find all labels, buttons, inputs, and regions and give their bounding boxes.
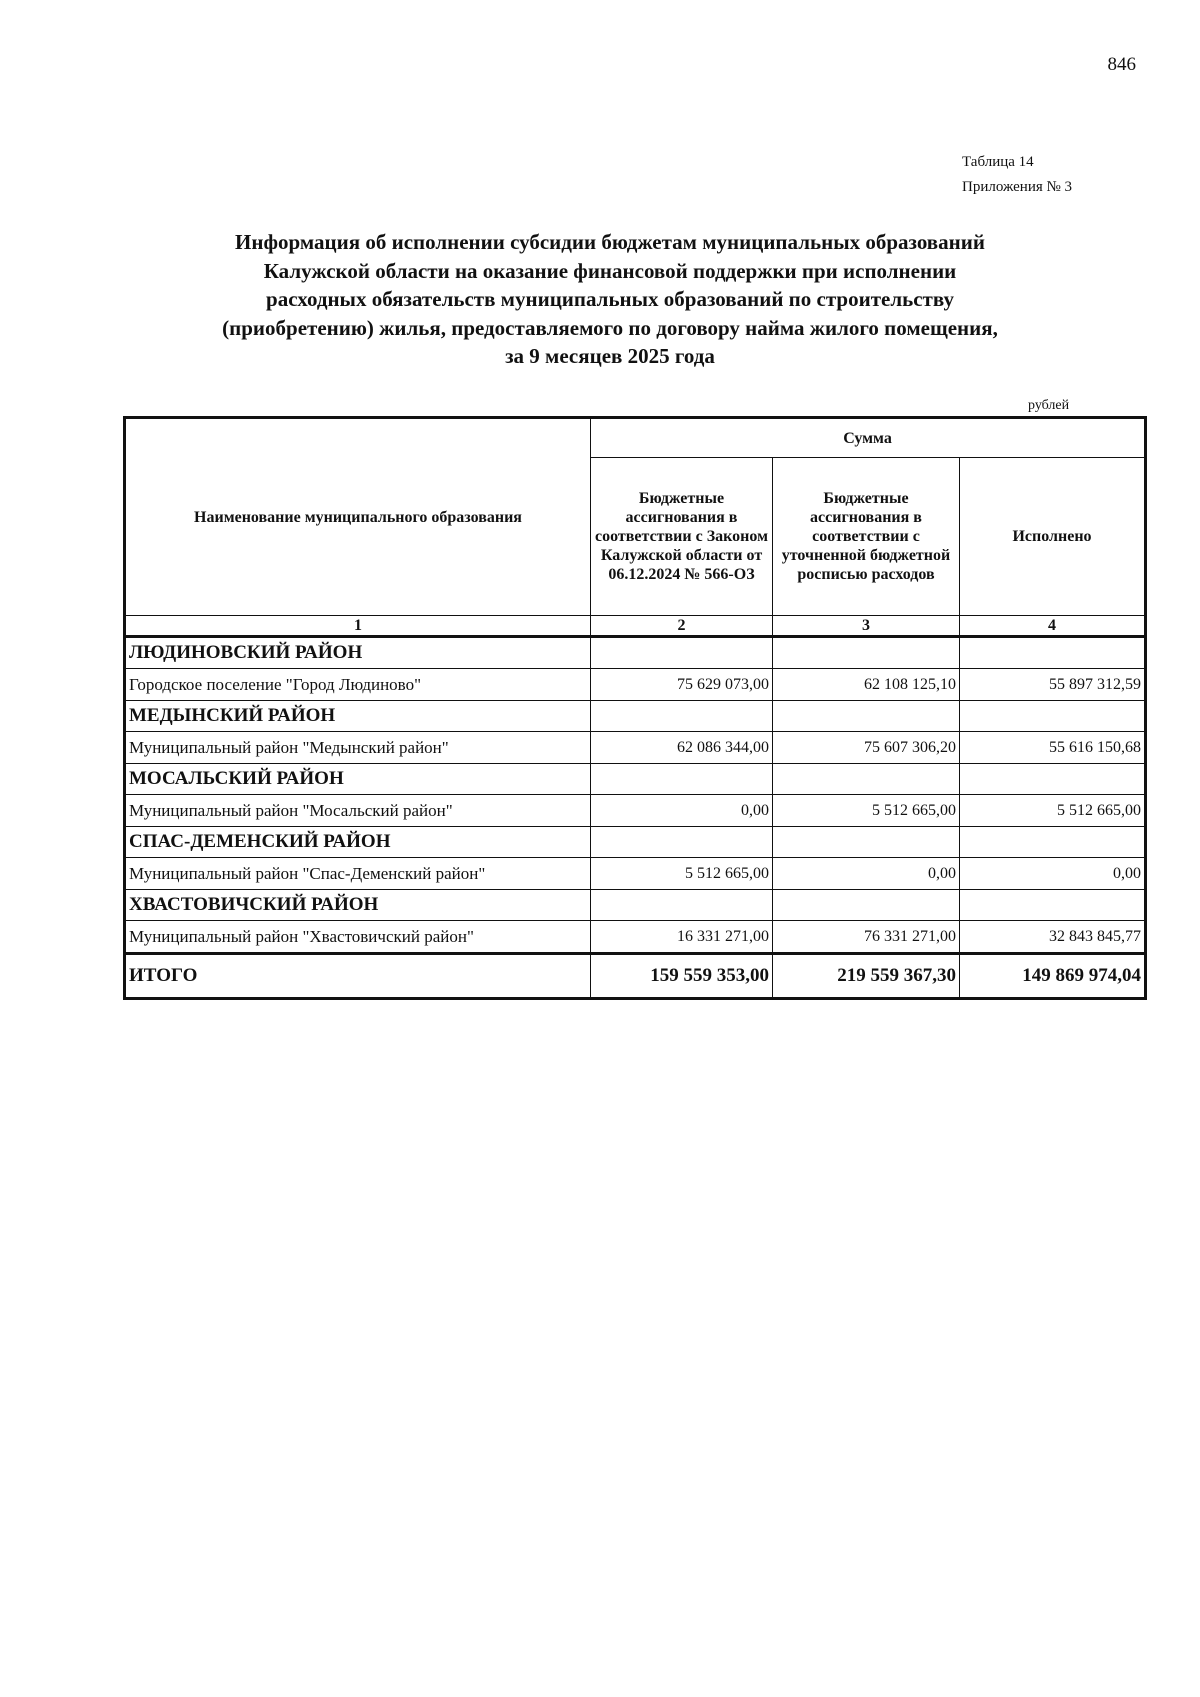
district-name: ХВАСТОВИЧСКИЙ РАЙОН: [125, 890, 591, 921]
currency-unit: рублей: [1028, 398, 1070, 413]
municipality-name: Муниципальный район "Спас-Деменский район": [125, 858, 591, 890]
attachment-label: Приложения № 3: [962, 179, 1073, 195]
title-line: Калужской области на оказание финансовой поддержки при исполнении: [263, 258, 957, 283]
municipality-name: Муниципальный район "Хвастовичский район": [125, 921, 591, 954]
document-title: [170, 228, 1050, 371]
executed-value: 32 843 845,77: [960, 921, 1146, 954]
district-name: СПАС-ДЕМЕНСКИЙ РАЙОН: [125, 827, 591, 858]
title-line: расходных обязательств муниципальных образований по строительству: [266, 287, 954, 311]
district-row: [125, 764, 1146, 795]
empty-cell: [591, 701, 773, 732]
empty-cell: [773, 637, 960, 669]
header-name-column: Наименование муниципального образования: [125, 418, 591, 616]
empty-cell: [591, 764, 773, 795]
revised-allocation-value: 5 512 665,00: [773, 795, 960, 827]
empty-cell: [773, 827, 960, 858]
executed-value: 5 512 665,00: [960, 795, 1146, 827]
law-allocation-value: 5 512 665,00: [591, 858, 773, 890]
total-executed: 149 869 974,04: [960, 954, 1146, 999]
district-row: [125, 890, 1146, 921]
empty-cell: [960, 890, 1146, 921]
subsidy-table: [123, 416, 1147, 1000]
empty-cell: [591, 890, 773, 921]
column-number: 1: [125, 616, 591, 637]
municipality-row: [125, 858, 1146, 890]
title-line: за 9 месяцев 2025 года: [505, 344, 715, 368]
district-row: [125, 827, 1146, 858]
title-line: Информация об исполнении субсидии бюджетам муниципальных образований: [235, 230, 985, 254]
header-revised-allocations: Бюджетные ассигнования в соответствии с уточненной бюджетной росписью расходов: [773, 458, 960, 616]
empty-cell: [960, 637, 1146, 669]
executed-value: 0,00: [960, 858, 1146, 890]
law-allocation-value: 62 086 344,00: [591, 732, 773, 764]
empty-cell: [591, 827, 773, 858]
page-number: 846: [1107, 54, 1136, 75]
district-name: МЕДЫНСКИЙ РАЙОН: [125, 701, 591, 732]
empty-cell: [591, 637, 773, 669]
total-row: [125, 954, 1146, 999]
municipality-name: Муниципальный район "Мосальский район": [125, 795, 591, 827]
district-row: [125, 637, 1146, 669]
title-line: (приобретению) жилья, предоставляемого по договору найма жилого помещения,: [222, 315, 998, 340]
law-allocation-value: 0,00: [591, 795, 773, 827]
header-law-allocations: Бюджетные ассигнования в соответствии с Законом Калужской области от 06.12.2024 № 566-ОЗ: [591, 458, 773, 616]
appendix-reference: [962, 150, 1072, 200]
total-law-allocation: 159 559 353,00: [591, 954, 773, 999]
municipality-row: [125, 669, 1146, 701]
district-name: ЛЮДИНОВСКИЙ РАЙОН: [125, 637, 591, 669]
executed-value: 55 897 312,59: [960, 669, 1146, 701]
district-row: [125, 701, 1146, 732]
municipality-name: Городское поселение "Город Людиново": [125, 669, 591, 701]
revised-allocation-value: 62 108 125,10: [773, 669, 960, 701]
revised-allocation-value: 75 607 306,20: [773, 732, 960, 764]
law-allocation-value: 16 331 271,00: [591, 921, 773, 954]
law-allocation-value: 75 629 073,00: [591, 669, 773, 701]
empty-cell: [773, 890, 960, 921]
empty-cell: [960, 764, 1146, 795]
revised-allocation-value: 0,00: [773, 858, 960, 890]
empty-cell: [960, 827, 1146, 858]
municipality-row: [125, 921, 1146, 954]
column-number: 3: [773, 616, 960, 637]
empty-cell: [960, 701, 1146, 732]
district-name: МОСАЛЬСКИЙ РАЙОН: [125, 764, 591, 795]
revised-allocation-value: 76 331 271,00: [773, 921, 960, 954]
total-revised-allocation: 219 559 367,30: [773, 954, 960, 999]
empty-cell: [773, 701, 960, 732]
municipality-row: [125, 795, 1146, 827]
total-label: ИТОГО: [125, 954, 591, 999]
municipality-row: [125, 732, 1146, 764]
municipality-name: Муниципальный район "Медынский район": [125, 732, 591, 764]
empty-cell: [773, 764, 960, 795]
column-number: 2: [591, 616, 773, 637]
column-number: 4: [960, 616, 1146, 637]
executed-value: 55 616 150,68: [960, 732, 1146, 764]
header-sum-group: Сумма: [591, 418, 1146, 458]
table-label: Таблица 14: [962, 154, 1034, 170]
header-executed: Исполнено: [960, 458, 1146, 616]
